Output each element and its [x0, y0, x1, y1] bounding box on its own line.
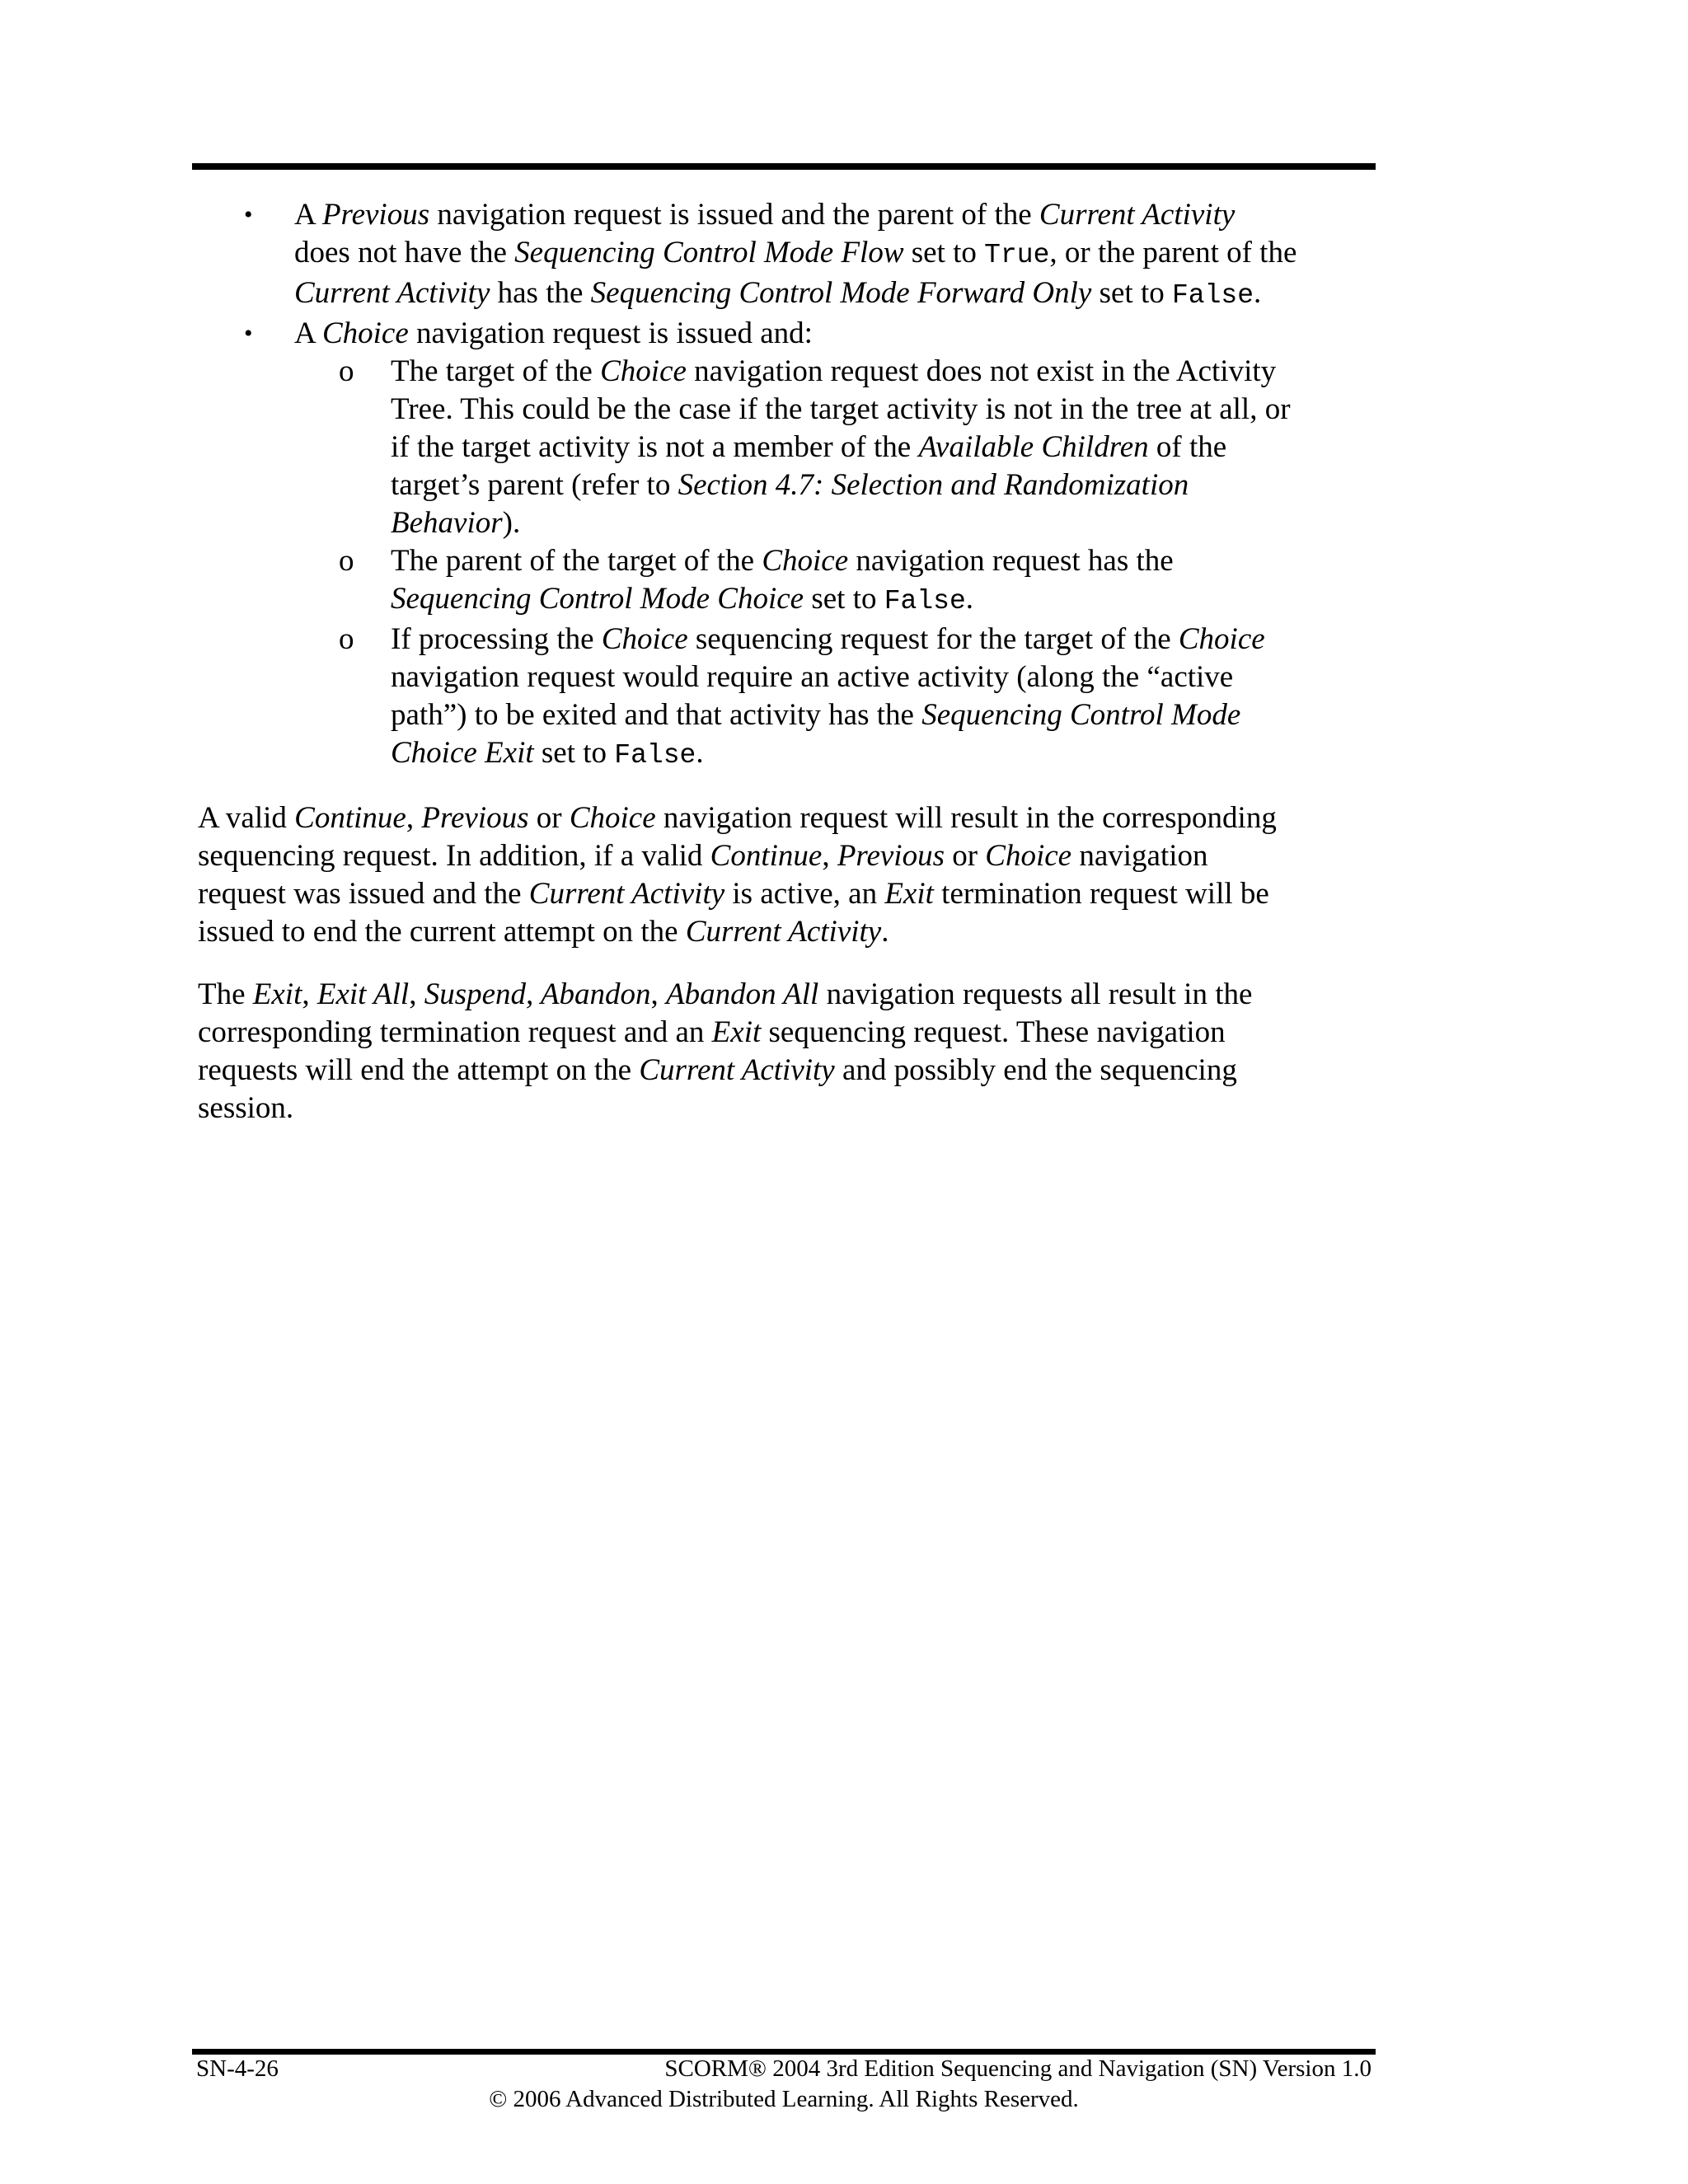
italic-term: Continue [294, 801, 406, 835]
paragraph-line: A valid Continue, Previous or Choice navigation request will result in the corresponding [198, 801, 1277, 835]
italic-term: Sequencing Control Mode Choice [391, 582, 804, 616]
italic-term: Current Activity [528, 877, 725, 911]
paragraph-line: issued to end the current attempt on the Current Activity. [198, 915, 889, 949]
sub-marker: o [339, 354, 354, 388]
italic-term: Choice [1178, 622, 1265, 656]
sub-line: The parent of the target of the Choice navigation request has the [391, 544, 1174, 578]
sub-line: target’s parent (refer to Section 4.7: Selection and Randomization [391, 468, 1189, 502]
sub-line: Sequencing Control Mode Choice set to False. [391, 582, 974, 616]
bullet-line: A Previous navigation request is issued and the parent of the Current Activity [294, 198, 1236, 232]
paragraph-line: corresponding termination request and an Exit sequencing request. These navigation [198, 1015, 1226, 1049]
italic-term: Available Children [918, 430, 1149, 464]
italic-term: Previous [837, 839, 945, 873]
sub-marker: o [339, 544, 354, 578]
sub-line: path”) to be exited and that activity has the Sequencing Control Mode [391, 698, 1241, 732]
italic-term: Choice [762, 544, 849, 578]
italic-term: Previous [321, 198, 430, 232]
bullet-marker: • [244, 320, 253, 347]
sub-line: If processing the Choice sequencing request for the target of the Choice [391, 622, 1265, 656]
sub-marker: o [339, 622, 354, 656]
bullet-list [198, 196, 1385, 775]
italic-term: Current Activity [685, 915, 882, 949]
italic-term: Current Activity [1039, 198, 1236, 232]
italic-term: Choice Exit [391, 736, 534, 770]
italic-term: Exit [252, 977, 302, 1011]
sub-item [293, 621, 1385, 775]
header-rule [192, 163, 1376, 170]
body-text [198, 196, 1385, 1127]
code-value: False [1171, 280, 1254, 311]
paragraph [198, 976, 1385, 1127]
italic-term: Sequencing Control Mode Flow [514, 236, 904, 269]
code-value: False [614, 740, 696, 771]
bullet-line: A Choice navigation request is issued and: [294, 316, 813, 350]
italic-term: Choice [601, 622, 688, 656]
paragraph-line: session. [198, 1091, 294, 1125]
footer-doc-title: SCORM® 2004 3rd Edition Sequencing and Navigation (SN) Version 1.0 [664, 2055, 1372, 2082]
bullet-marker: • [244, 201, 253, 228]
sub-list [294, 353, 1385, 775]
italic-term: Exit All [316, 977, 410, 1011]
italic-term: Current Activity [639, 1053, 835, 1087]
footer-page-number: SN-4-26 [196, 2055, 279, 2082]
sub-line: Choice Exit set to False. [391, 736, 704, 771]
italic-term: Exit [884, 877, 934, 911]
italic-term: Choice [569, 801, 656, 835]
italic-term: Choice [321, 316, 409, 350]
paragraph-line: The Exit, Exit All, Suspend, Abandon, Abandon All navigation requests all result in the [198, 977, 1253, 1011]
italic-term: Current Activity [294, 276, 490, 310]
code-value: False [884, 586, 966, 616]
italic-term: Behavior [391, 506, 503, 540]
sub-line: Behavior). [391, 506, 521, 540]
italic-term: Abandon All [665, 977, 819, 1011]
sub-line: navigation request would require an active activity (along the “active [391, 660, 1234, 694]
bullet-line: Current Activity has the Sequencing Control Mode Forward Only set to False. [294, 276, 1262, 311]
bullet-line: does not have the Sequencing Control Mode Flow set to True, or the parent of the [294, 236, 1297, 270]
italic-term: Choice [985, 839, 1072, 873]
paragraph-line: sequencing request. In addition, if a valid Continue, Previous or Choice navigation [198, 839, 1208, 873]
paragraph-line: requests will end the attempt on the Current Activity and possibly end the sequencing [198, 1053, 1237, 1087]
italic-term: Choice [600, 354, 687, 388]
sub-line: Tree. This could be the case if the target activity is not in the tree at all, or [391, 392, 1291, 426]
italic-term: Suspend, Abandon [424, 977, 651, 1011]
footer-rule [192, 2049, 1376, 2055]
italic-term: Sequencing Control Mode Forward Only [590, 276, 1092, 310]
sub-item [293, 542, 1385, 621]
italic-term: Sequencing Control Mode [921, 698, 1241, 732]
paragraph-line: request was issued and the Current Activity is active, an Exit termination request will be [198, 877, 1269, 911]
italic-term: Previous [421, 801, 529, 835]
paragraph [198, 799, 1385, 951]
bullet-item [198, 315, 1385, 775]
footer-copyright: © 2006 Advanced Distributed Learning. All Rights Reserved. [489, 2086, 1079, 2112]
italic-term: Exit [711, 1015, 762, 1049]
italic-term: Continue [710, 839, 823, 873]
italic-term: Section 4.7: Selection and Randomization [678, 468, 1189, 502]
paragraphs [198, 799, 1385, 1127]
sub-line: if the target activity is not a member of the Available Children of the [391, 430, 1227, 464]
bullet-item [198, 196, 1385, 315]
code-value: True [984, 240, 1050, 270]
sub-item [293, 353, 1385, 542]
sub-line: The target of the Choice navigation request does not exist in the Activity [391, 354, 1277, 388]
